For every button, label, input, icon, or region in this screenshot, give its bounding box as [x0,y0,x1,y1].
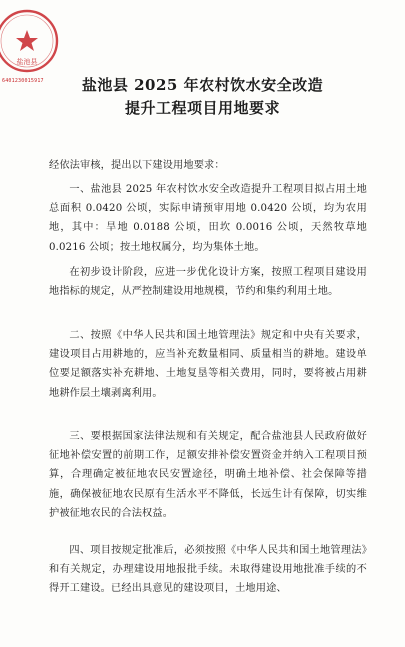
document-title-line1: 盐池县 2025 年农村饮水安全改造 [81,76,324,94]
paragraph-approval: 四、项目按规定批准后，必须按照《中华人民共和国土地管理法》和有关规定，办理建设用地报批手续。未取得建设用地批准手续的不得开工建设。已经出具意见的建设项目，土地用途、 [49,545,367,595]
paragraph-farmland-compensation: 二、按照《中华人民共和国土地管理法》规定和中央有关要求，建设项目占用耕地的，应当补充数量相同、质量相当的耕地。建设单位要足额落实补充耕地、土地复垦等相关费用，同时，要将被占用耕地耕作层土壤剥离利用。 [49,330,367,399]
seal-number: 6401230015917 [2,78,44,84]
intro-paragraph: 经依法审核，提出以下建设用地要求： [49,160,225,171]
official-seal-icon [0,8,60,74]
svg-text:盐池县: 盐池县 [16,58,38,66]
document-title-line2: 提升工程项目用地要求 [124,99,280,117]
paragraph-design-stage: 在初步设计阶段，应进一步优化设计方案，按照工程项目建设用地指标的规定，从严控制建设用地规模，节约和集约利用土地。 [49,267,367,298]
paragraph-land-area: 一、盐池县 2025 年农村饮水安全改造提升工程项目拟占用土地总面积 0.0420 公顷，实际申请预审用地 0.0420 公顷，均为农用地，其中：旱地 0.0188 公顷，田坎 0.0016 公顷，天然牧草地 0.0216 公顷；按土地权属分，均为集体土地。 [49,184,367,253]
paragraph-resettlement: 三、要根据国家法律法规和有关规定，配合盐池县人民政府做好征地补偿安置的前期工作，足额安排补偿安置资金并纳入工程项目预算，合理确定被征地农民安置途径，明确土地补偿、社会保障等措施，确保被征地农民原有生活水平不降低，长远生计有保障，切实维护被征地农民的合法权益。 [49,431,367,519]
